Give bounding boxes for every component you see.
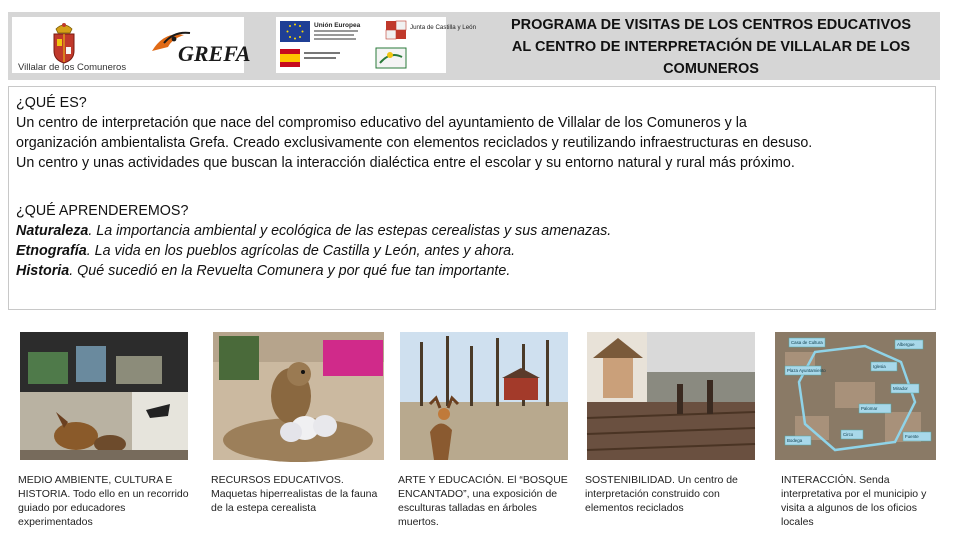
eu-flag-icon: [280, 21, 310, 42]
map-label: Albergue: [897, 342, 915, 347]
grefa-logo: [152, 33, 251, 66]
program-title: [486, 14, 936, 80]
map-label: Iglesia: [873, 364, 886, 369]
map-label: Circo: [843, 432, 854, 437]
photo-exhibit-hall: [20, 332, 188, 460]
que-es-line: organización ambientalista Grefa. Creado exclusivamente con elementos reciclados y reutilizando infraestructuras en desuso.: [16, 135, 813, 151]
program-title-line: PROGRAMA DE VISITAS DE LOS CENTROS EDUCATIVOS: [510, 17, 912, 33]
villalar-logo-text: Villalar de los Comuneros: [18, 62, 127, 73]
eu-logo-title: Unión Europea: [314, 22, 361, 29]
caption-recursos-educativos: RECURSOS EDUCATIVOS. Maquetas hiperrealistas de la fauna de la estepa cerealista: [211, 474, 378, 514]
que-es-line: Un centro y unas actividades que buscan la interacción dialéctica entre el escolar y su entorno natural y rural más próximo.: [16, 155, 795, 171]
map-label: Casa de Cultura: [791, 340, 823, 345]
grefa-logo-text: GREFA: [178, 41, 251, 66]
program-title-line: COMUNEROS: [663, 61, 759, 77]
jcyl-logo-text: Junta de Castilla y León: [410, 24, 477, 31]
map-label: Palomar: [861, 406, 878, 411]
map-label: Plaza Ayuntamiento: [787, 368, 826, 373]
logo-group-eu: [276, 17, 477, 73]
caption-medio-ambiente: MEDIO AMBIENTE, CULTURA E HISTORIA. Todo ello en un recorrido guiado por educadores experimentados: [18, 474, 189, 528]
jcyl-shield-icon: [386, 21, 406, 39]
que-es-line: Un centro de interpretación que nace del compromiso educativo del ayuntamiento de Villalar de los Comuneros y la: [16, 115, 747, 131]
spain-gov-emblem-icon: [280, 49, 340, 67]
leader-logo-icon: [376, 48, 406, 68]
aprenderemos-item: [16, 241, 936, 261]
villalar-coat-of-arms: [54, 23, 74, 63]
aprenderemos-text: . La importancia ambiental y ecológica de las estepas cerealistas y sus amenazas.: [88, 223, 612, 239]
caption-interaccion: INTERACCIÓN. Senda interpretativa por el municipio y visita a algunos de los oficios locales: [781, 474, 927, 528]
eu-jcyl-logos: [276, 17, 477, 73]
program-title-line: AL CENTRO DE INTERPRETACIÓN DE VILLALAR DE LOS: [511, 39, 911, 55]
aprenderemos-term: Naturaleza: [16, 223, 89, 239]
photo-recycled-center: [587, 332, 755, 460]
photo-bird-models: [213, 332, 384, 460]
map-label: Mirador: [893, 386, 908, 391]
caption-arte-educacion: ARTE Y EDUCACIÓN. El “BOSQUE ENCANTADO”, una exposición de esculturas talladas en árboles muertos.: [398, 474, 568, 528]
aprenderemos-term: Historia: [16, 263, 70, 279]
aprenderemos-text: . La vida en los pueblos agrícolas de Castilla y León, antes y ahora.: [86, 243, 516, 259]
aprenderemos-text: . Qué sucedió en la Revuelta Comunera y por qué fue tan importante.: [69, 263, 511, 279]
map-label: Bodega: [787, 438, 803, 443]
aprenderemos-section: [16, 201, 936, 281]
map-label: Fuente: [905, 434, 919, 439]
caption-sostenibilidad: SOSTENIBILIDAD. Un centro de interpretación construido con elementos reciclados: [585, 474, 738, 514]
photo-route-map: [775, 332, 936, 460]
que-es-heading: ¿QUÉ ES?: [16, 95, 87, 111]
logo-group-left: [12, 17, 251, 73]
aprenderemos-heading: ¿QUÉ APRENDEREMOS?: [16, 203, 189, 219]
aprenderemos-term: Etnografía: [16, 243, 87, 259]
aprenderemos-item: [16, 221, 936, 241]
villalar-grefa-logos: [12, 17, 251, 73]
aprenderemos-item: [16, 261, 936, 281]
que-es-section: [16, 93, 936, 173]
photo-enchanted-forest: [400, 332, 568, 460]
